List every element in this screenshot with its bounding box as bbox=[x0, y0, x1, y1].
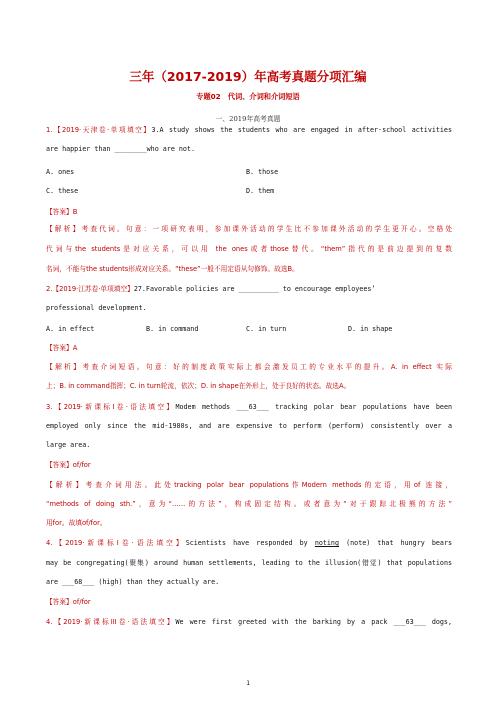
q2-source: 2.【2019·江苏卷·单项填空】 bbox=[46, 285, 134, 293]
q4-stem-part1: Scientists have responded by bbox=[185, 539, 315, 547]
q1-option-d: D. them bbox=[246, 187, 275, 195]
q3-explanation-text1: 考查介词用法。此处tracking polar bear populations作Modern methods的定语，用of 连接， bbox=[85, 481, 453, 489]
q3-answer: 【答案】of/for bbox=[46, 461, 91, 469]
q2-line2: professional development. bbox=[46, 304, 147, 312]
q4-line3 bbox=[46, 578, 219, 587]
q5-source: 4.【2019·新课标III卷·语法填空】 bbox=[46, 618, 176, 626]
q3-stem-part2: tracking polar bear populations have been bbox=[268, 403, 452, 411]
q1-option-c: C. these bbox=[46, 187, 79, 195]
q4-line2: may be congregating(聚集) around human settlements, leading to the illusion(错觉) that populations bbox=[46, 559, 452, 567]
q2-answer: 【答案】A bbox=[46, 344, 78, 352]
page-number: 1 bbox=[246, 680, 250, 687]
q2-option-b: B. in command bbox=[146, 325, 199, 333]
q4-blank: ___68___ bbox=[62, 578, 95, 586]
q4-underlined-answer: noting bbox=[314, 539, 339, 547]
q5-line1 bbox=[46, 618, 452, 627]
q2-option-a: A. in effect bbox=[46, 325, 95, 333]
q4-line3-part1: are bbox=[46, 578, 63, 586]
q3-explanation-line2: “methods of doing sth.”，意为“……的方法”，构成固定结构。或者意为“对于跟踪北极熊的方法” bbox=[46, 500, 452, 508]
q2-option-d: D. in shape bbox=[348, 325, 393, 333]
q3-explanation-line3: 用for。故填of/for。 bbox=[46, 519, 107, 527]
q1-explanation-line3: 名词，不能与the students形成对应关系。“these”一般不用定语从句修饰。故选B。 bbox=[46, 265, 299, 273]
q5-blank: ___63___ bbox=[393, 618, 426, 626]
q4-stem-part2: (note) that hungry bears bbox=[339, 539, 453, 547]
q1-stem-part1: 3.A study shows the students who are engaged in after-school activities bbox=[151, 126, 452, 134]
q3-blank: ___63___ bbox=[236, 403, 269, 411]
q2-explanation-text1: 考查介词短语。句意：好的制度政策实际上都会激发员工的专业水平的提升。A. in effect 实际 bbox=[82, 363, 452, 371]
document-subtitle: 专题02 代词、介词和介词短语 bbox=[196, 92, 300, 101]
q2-line1 bbox=[46, 285, 375, 294]
q4-source: 4.【2019·新课标I卷·语法填空】 bbox=[46, 539, 186, 547]
section-heading: 一、2019年高考真题 bbox=[215, 115, 281, 123]
q1-line1 bbox=[46, 126, 452, 135]
q2-explanation-tag: 【解析】 bbox=[46, 363, 83, 371]
q1-explanation-tag: 【解析】 bbox=[46, 225, 82, 233]
q5-stem-part1: We were first greeted with the barking by a pack bbox=[175, 618, 394, 626]
q1-option-b: B. those bbox=[246, 168, 279, 176]
q2-explanation-line2: 上；B. in command指挥；C. in turn轮流，依次；D. in shape在外形上，处于良好的状态。故选A。 bbox=[46, 382, 351, 390]
q1-option-a: A. ones bbox=[46, 168, 75, 176]
q3-line2: employed only since the mid-1980s, and are expensive to perform (perform) consistently over a bbox=[46, 422, 452, 430]
q3-explanation-tag: 【解析】 bbox=[46, 481, 86, 489]
document-title: 三年（2017-2019）年高考真题分项汇编 bbox=[129, 69, 367, 84]
q1-explanation-text1: 考查代词。句意：一项研究表明，参加课外活动的学生比不参加课外活动的学生更开心。空格处 bbox=[81, 225, 453, 233]
q3-stem-part1: Modem methods bbox=[175, 403, 237, 411]
q2-stem-part1: 27.Favorable policies are __________ to encourage employees’ bbox=[133, 285, 376, 293]
q1-source: 1.【2019·天津卷·单项填空】 bbox=[46, 126, 152, 134]
q1-explanation-line1 bbox=[46, 225, 452, 234]
q3-source: 3.【2019·新课标I卷·语法填空】 bbox=[46, 403, 176, 411]
q3-line1 bbox=[46, 403, 452, 412]
q2-explanation-line1 bbox=[46, 363, 452, 372]
q2-option-c: C. in turn bbox=[246, 325, 287, 333]
q1-line2: are happier than ________who are not. bbox=[46, 145, 195, 153]
q1-explanation-line2: 代词与the students是对应关系，可以用 the ones或者those替代。“them”指代的是前边提到的复数 bbox=[46, 245, 452, 253]
q4-answer: 【答案】of/for bbox=[46, 598, 91, 606]
q4-line3-part2: (high) than they actually are. bbox=[94, 578, 220, 586]
q1-answer: 【答案】B bbox=[46, 208, 78, 216]
q4-line1 bbox=[46, 539, 452, 548]
q3-explanation-line1 bbox=[46, 481, 452, 490]
q5-stem-part2: dogs, bbox=[425, 618, 452, 626]
q3-line3: large area. bbox=[46, 441, 91, 449]
